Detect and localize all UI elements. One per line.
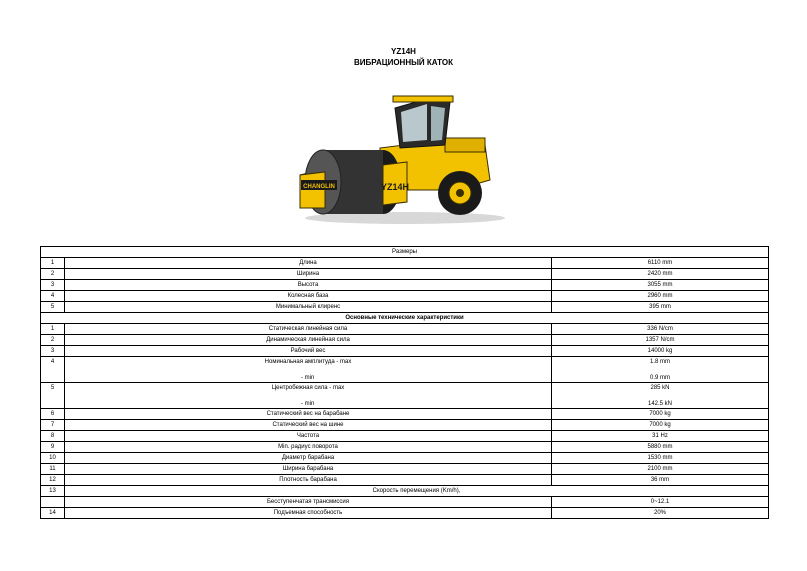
value-min: 142.5 kN: [648, 401, 673, 407]
row-number: 4: [41, 291, 65, 302]
row-parameter: Ширина барабана: [65, 464, 552, 475]
row-parameter: Длина: [65, 258, 552, 269]
table-row: [41, 453, 769, 464]
param-max-label: Номинальная амплитуда - max: [264, 359, 352, 365]
row-number: 11: [41, 464, 65, 475]
page-title: YZ14H: [391, 47, 416, 56]
row-number: 2: [41, 335, 65, 346]
row-parameter: Динамическая линейная сила: [65, 335, 552, 346]
table-row: [41, 383, 769, 409]
row-number: 6: [41, 409, 65, 420]
row-value: 14000 kg: [552, 346, 769, 357]
row-parameter: Статический вес на шине: [65, 420, 552, 431]
value-max: 1.8 mm: [650, 359, 671, 365]
section-dimensions: Размеры: [41, 247, 769, 258]
drum-model-label: YZ14H: [380, 182, 410, 192]
row-parameter: Рабочий вес: [65, 346, 552, 357]
table-row: [41, 302, 769, 313]
row-number: 10: [41, 453, 65, 464]
row-parameter: Частота: [65, 431, 552, 442]
row-parameter: Статический вес на барабане: [65, 409, 552, 420]
row-value: 7000 kg: [552, 420, 769, 431]
table-row: [41, 442, 769, 453]
section-header: [41, 313, 769, 324]
table-row: [41, 486, 769, 497]
table-row: [41, 335, 769, 346]
row-value: 2100 mm: [552, 464, 769, 475]
svg-text:CHANGLIN: CHANGLIN: [303, 184, 335, 190]
row-value: [552, 383, 769, 409]
roller-image: [295, 90, 505, 225]
row-value: 1357 N/cm: [552, 335, 769, 346]
row-number: 3: [41, 346, 65, 357]
row-parameter: Подъемная способность: [65, 508, 552, 519]
row-parameter: Min. радиус поворота: [65, 442, 552, 453]
row-parameter: [65, 383, 552, 409]
row-number: 1: [41, 258, 65, 269]
row-value: 2420 mm: [552, 269, 769, 280]
row-value: 3055 mm: [552, 280, 769, 291]
table-row: [41, 357, 769, 383]
page-subtitle: ВИБРАЦИОННЫЙ КАТОК: [354, 58, 453, 67]
row-number: 13: [41, 486, 65, 497]
row-number: [41, 497, 65, 508]
row-value: 6110 mm: [552, 258, 769, 269]
row-parameter: Ширина: [65, 269, 552, 280]
table-row: [41, 346, 769, 357]
param-min-label: - min: [301, 375, 315, 381]
table-row: [41, 258, 769, 269]
table-row: [41, 280, 769, 291]
row-value: 7000 kg: [552, 409, 769, 420]
row-number: 9: [41, 442, 65, 453]
table-row: [41, 464, 769, 475]
row-parameter: Статическая линейная сила: [65, 324, 552, 335]
row-parameter: Колесная база: [65, 291, 552, 302]
row-speed-label: Скорость перемещения (Km/h),: [65, 486, 769, 497]
row-parameter: Высота: [65, 280, 552, 291]
table-row: [41, 291, 769, 302]
row-value: 20%: [552, 508, 769, 519]
spec-table: [40, 246, 769, 519]
row-number: 5: [41, 302, 65, 313]
row-number: 14: [41, 508, 65, 519]
row-parameter: Плотность барабана: [65, 475, 552, 486]
row-number: 5: [41, 383, 65, 409]
param-min-label: - min: [301, 401, 315, 407]
table-row: [41, 420, 769, 431]
table-row: [41, 497, 769, 508]
row-value: 2960 mm: [552, 291, 769, 302]
row-number: 12: [41, 475, 65, 486]
row-value: 0~12.1: [552, 497, 769, 508]
table-row: [41, 269, 769, 280]
value-max: 285 kN: [650, 385, 670, 391]
row-value: 5880 mm: [552, 442, 769, 453]
row-value: [552, 357, 769, 383]
row-number: 7: [41, 420, 65, 431]
row-number: 3: [41, 280, 65, 291]
row-number: 8: [41, 431, 65, 442]
row-value: 395 mm: [552, 302, 769, 313]
row-number: 1: [41, 324, 65, 335]
row-parameter: Бесступенчатая трансмиссия: [65, 497, 552, 508]
param-max-label: Центробежная сила - max: [271, 385, 345, 391]
row-value: 336 N/cm: [552, 324, 769, 335]
section-technical: Основные технические характеристики: [41, 313, 769, 324]
table-row: [41, 475, 769, 486]
table-row: [41, 508, 769, 519]
row-value: 1530 mm: [552, 453, 769, 464]
row-value: 36 mm: [552, 475, 769, 486]
row-parameter: Диаметр барабана: [65, 453, 552, 464]
drum-brand-label: [301, 180, 337, 190]
row-value: 31 Hz: [552, 431, 769, 442]
value-min: 0.9 mm: [650, 375, 671, 381]
row-parameter: [65, 357, 552, 383]
table-row: [41, 324, 769, 335]
table-row: [41, 431, 769, 442]
row-number: 4: [41, 357, 65, 383]
section-header: [41, 247, 769, 258]
row-parameter: Минимальный клиренс: [65, 302, 552, 313]
table-row: [41, 409, 769, 420]
row-number: 2: [41, 269, 65, 280]
